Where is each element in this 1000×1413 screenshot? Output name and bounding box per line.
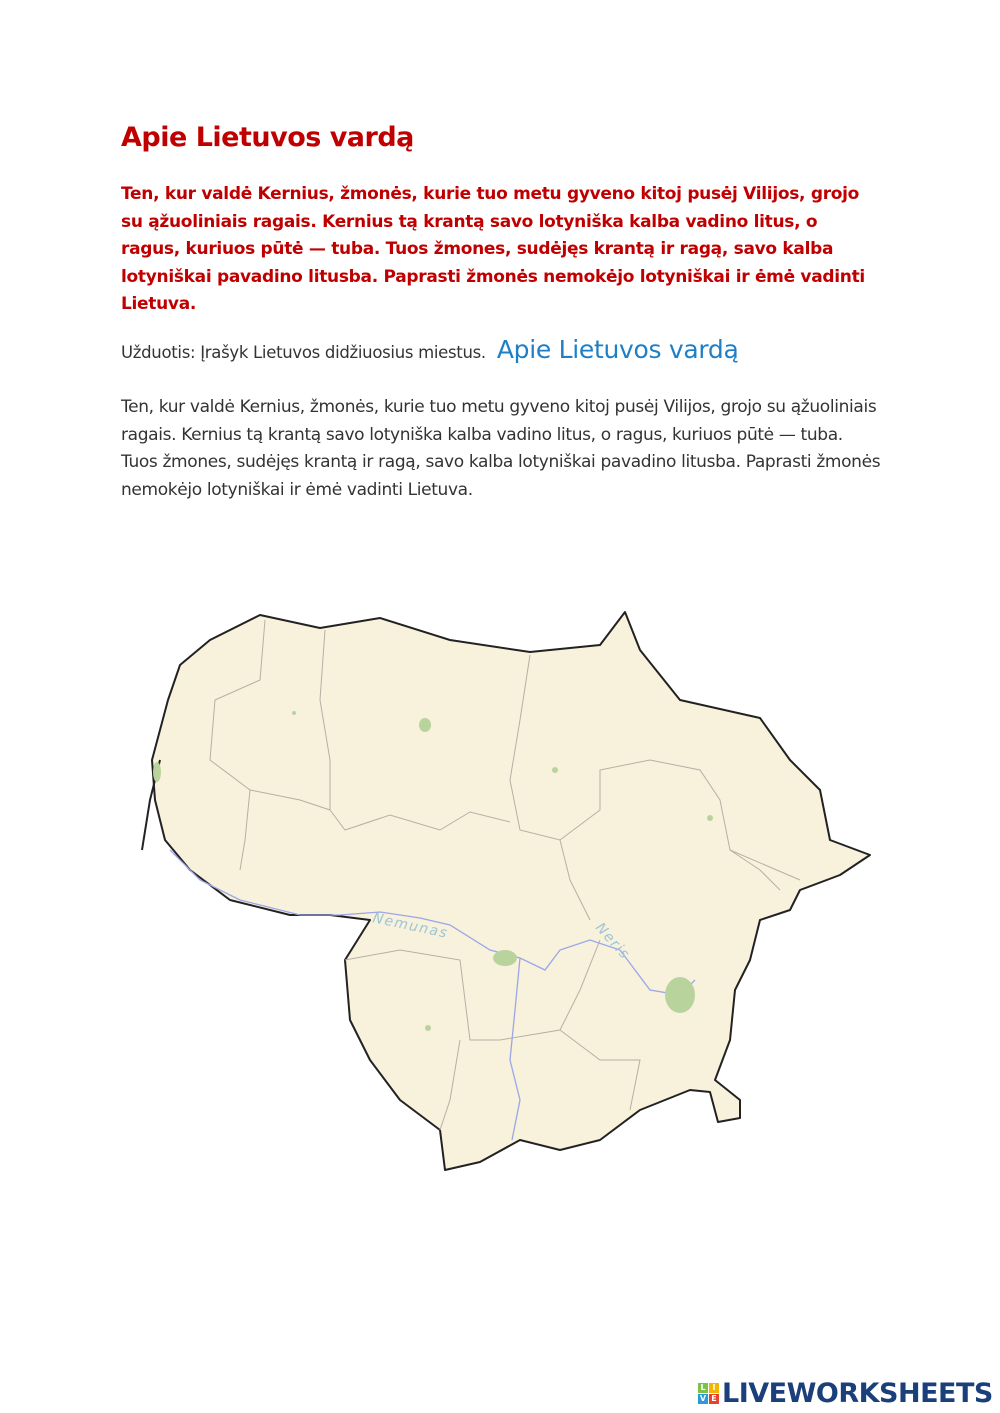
river-label-neris: Neris bbox=[592, 919, 634, 964]
intro-paragraph-bold: Ten, kur valdė Kernius, žmonės, kurie tuo metu gyveno kitoj pusėj Vilijos, grojo su ąžuoliniais ragais. Kernius tą krantą savo lotyniška kalba vadino litus, o ragus, kuriuos pūtė — tuba. Tuos žmones, sudėjęs krantą ir ragą, savo kalba lotyniškai pavadino litusba. Paprasti žmonės nemokėjo lotyniškai ir ėmė vadinti Lietuva. bbox=[121, 184, 865, 315]
river-label-nemunas: Nemunas bbox=[371, 910, 450, 942]
logo-letter: V bbox=[699, 1394, 707, 1403]
country-outline bbox=[152, 612, 870, 1170]
logo-icon bbox=[698, 1383, 719, 1404]
logo-letter: I bbox=[709, 1383, 719, 1393]
task-link[interactable]: Apie Lietuvos vardą bbox=[496, 335, 739, 364]
logo-letter: L bbox=[698, 1383, 708, 1393]
logo-letter: E bbox=[709, 1394, 719, 1404]
intro-paragraph: Ten, kur valdė Kernius, žmonės, kurie tuo metu gyveno kitoj pusėj Vilijos, grojo su ąžuoliniais ragais. Kernius tą krantą savo lotyniška kalba vadino litus, o ragus, kuriuos pūtė — tuba. Tuos žmones, sudėjęs krantą ir ragą, savo kalba lotyniškai pavadino litusba. Paprasti žmonės nemokėjo lotyniškai ir ėmė vadinti Lietuva. bbox=[121, 397, 881, 500]
task-label: Užduotis: Įrašyk Lietuvos didžiuosius miestus. bbox=[121, 343, 486, 362]
logo-text: LIVEWORKSHEETS bbox=[722, 1378, 993, 1409]
liveworksheets-logo bbox=[698, 1378, 993, 1409]
page-title: Apie Lietuvos vardą bbox=[121, 122, 414, 153]
